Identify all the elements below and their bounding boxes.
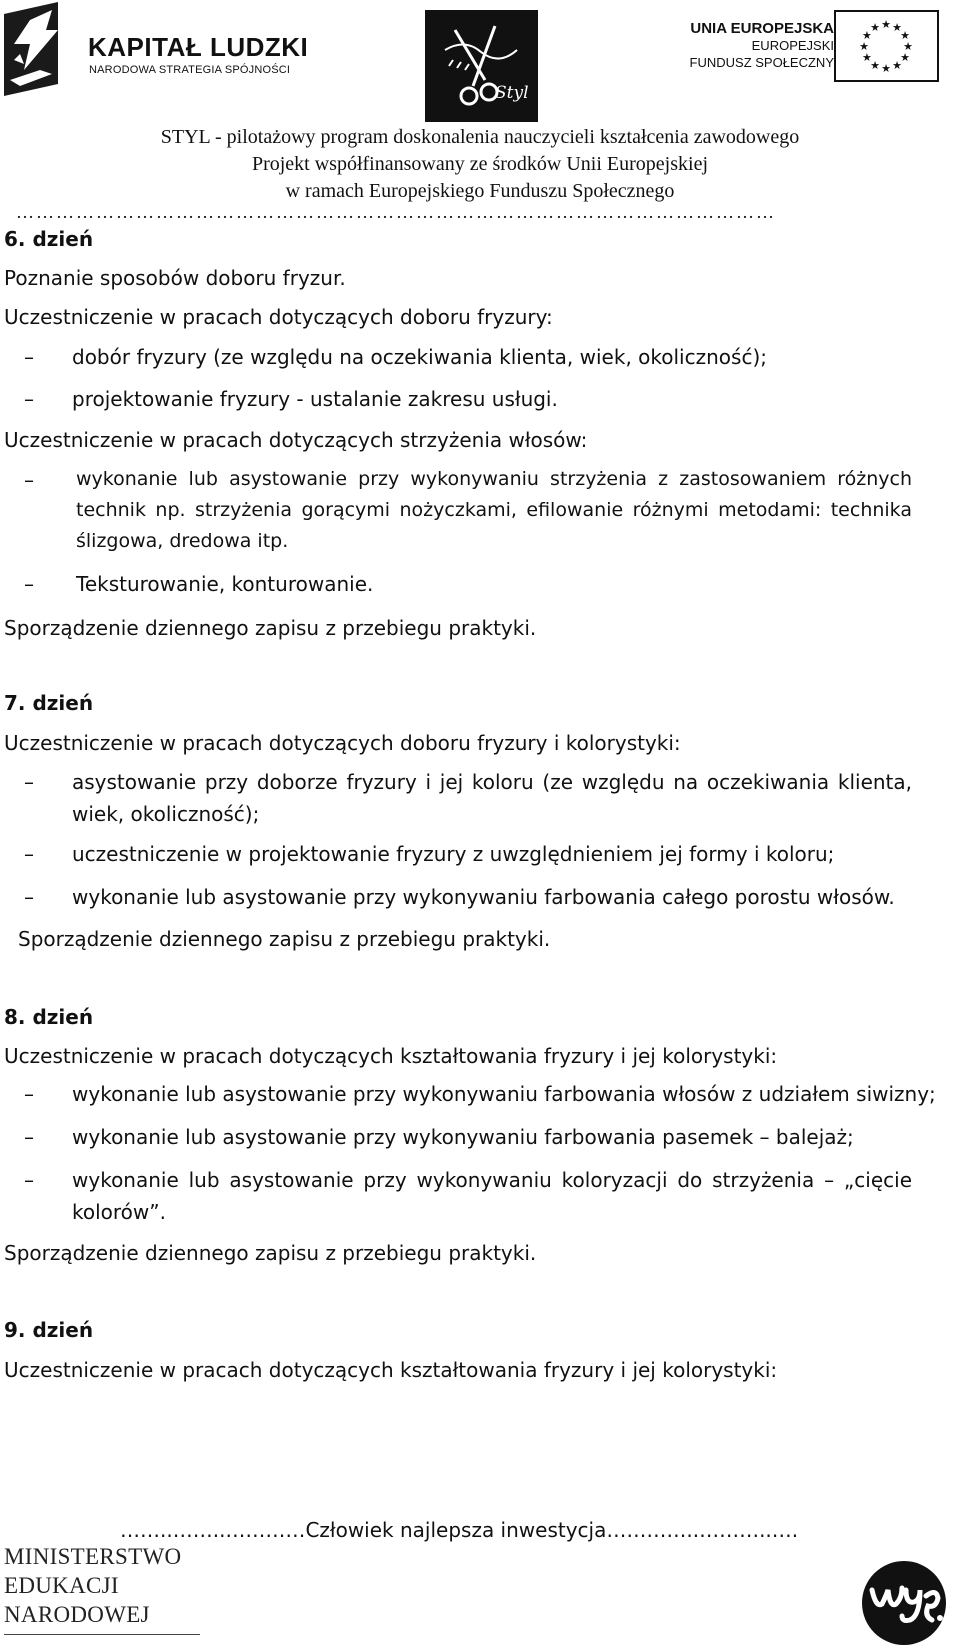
- ue-line-3: FUNDUSZ SPOŁECZNY: [689, 55, 834, 70]
- list-dash: –: [24, 1125, 34, 1149]
- footer-dots-right: …………..………..….: [606, 1518, 799, 1542]
- day-7-paragraph-1: Uczestniczenie w pracach dotyczących doboru fryzury i kolorystyki:: [4, 731, 681, 755]
- wyg-logo: [854, 1560, 954, 1646]
- day-8-paragraph-1: Uczestniczenie w pracach dotyczących kształtowania fryzury i jej kolorystyki:: [4, 1044, 778, 1068]
- list-item-text: wykonanie lub asystowanie przy wykonywaniu farbowania pasemek – balejaż;: [72, 1125, 854, 1149]
- list-item-text: asystowanie przy doborze fryzury i jej koloru (ze względu na oczekiwania klienta, wiek, okoliczność);: [72, 770, 912, 826]
- eu-star-icon: ★: [870, 59, 880, 73]
- list-item-text: Teksturowanie, konturowanie.: [76, 572, 374, 596]
- eu-flag-icon: [834, 10, 939, 82]
- styl-logo-label: Styl: [495, 83, 529, 103]
- list-dash: –: [24, 1082, 34, 1106]
- ministry-line-2: EDUKACJI: [4, 1573, 119, 1598]
- project-header-line-2: Projekt współfinansowany ze środków Unii Europejskiej: [251, 153, 709, 175]
- day-8-paragraph-2: Sporządzenie dziennego zapisu z przebiegu praktyki.: [4, 1241, 537, 1265]
- list-dash: –: [24, 842, 34, 866]
- list-item-text: wykonanie lub asystowanie przy wykonywaniu strzyżenia z zastosowaniem różnych technik np. strzyżenia gorącymi nożyczkami, efilowanie różnymi metodami: technika ślizgowa, dredowa itp.: [76, 468, 912, 552]
- ministry-underline: [4, 1634, 200, 1635]
- footer-slogan: Człowiek najlepsza inwestycja: [305, 1518, 607, 1542]
- eu-star-icon: ★: [881, 18, 891, 31]
- eu-star-icon: ★: [862, 29, 872, 42]
- header-dotted-separator: ……………………………………………………………………………………………………: [16, 202, 776, 222]
- day-6-paragraph-1: Poznanie sposobów doboru fryzur.: [4, 266, 346, 290]
- list-item-text: uczestniczenie w projektowanie fryzury z uwzględnieniem jej formy i koloru;: [72, 842, 835, 866]
- project-header-line-1: STYL - pilotażowy program doskonalenia nauczycieli kształcenia zawodowego: [160, 126, 800, 148]
- scissors-comb-icon: [425, 10, 538, 122]
- project-header: [0, 124, 960, 205]
- ministry-logo: [4, 1542, 181, 1629]
- day-7-paragraph-2: Sporządzenie dziennego zapisu z przebiegu praktyki.: [18, 927, 551, 951]
- footer-slogan-line: [120, 1518, 798, 1542]
- list-dash: –: [24, 885, 34, 909]
- eu-star-icon: ★: [870, 20, 880, 34]
- eu-star-icon: ★: [881, 62, 891, 75]
- day-8-heading: 8. dzień: [4, 1005, 94, 1029]
- ue-text: [690, 20, 834, 71]
- list-dash: –: [24, 572, 34, 596]
- eu-star-icon: ★: [859, 40, 869, 53]
- list-dash: –: [24, 387, 34, 411]
- list-item-text: wykonanie lub asystowanie przy wykonywaniu farbowania włosów z udziałem siwizny;: [72, 1082, 936, 1106]
- list-item-text: wykonanie lub asystowanie przy wykonywaniu koloryzacji do strzyżenia – „cięcie kolorów”.: [72, 1168, 912, 1224]
- list-item-text: projektowanie fryzury - ustalanie zakresu usługi.: [72, 387, 558, 411]
- list-dash: –: [24, 770, 34, 794]
- day-6-paragraph-2: Uczestniczenie w pracach dotyczących doboru fryzury:: [4, 305, 553, 329]
- footer-dots-left: ……..……..…………: [120, 1518, 306, 1542]
- ministry-line-1: MINISTERSTWO: [4, 1544, 182, 1569]
- day-7-heading: 7. dzień: [4, 691, 94, 715]
- list-dash: –: [24, 345, 34, 369]
- day-9-paragraph-1: Uczestniczenie w pracach dotyczących kształtowania fryzury i jej kolorystyki:: [4, 1358, 778, 1382]
- eu-star-icon: ★: [892, 20, 902, 34]
- day-6-paragraph-4: Sporządzenie dziennego zapisu z przebiegu praktyki.: [4, 616, 537, 640]
- day-6-paragraph-3: Uczestniczenie w pracach dotyczących strzyżenia włosów:: [4, 428, 588, 452]
- styl-logo: [425, 10, 538, 122]
- ue-line-2: EUROPEJSKI: [751, 38, 834, 53]
- list-dash: –: [24, 1168, 34, 1192]
- eu-star-icon: ★: [900, 29, 910, 42]
- eu-star-icon: ★: [862, 51, 872, 64]
- eu-star-icon: ★: [900, 51, 910, 64]
- ue-line-1: UNIA EUROPEJSKA: [690, 20, 834, 37]
- day-9-heading: 9. dzień: [4, 1318, 94, 1342]
- eu-star-icon: ★: [892, 59, 902, 73]
- list-dash: –: [24, 468, 34, 492]
- list-item-text: wykonanie lub asystowanie przy wykonywaniu farbowania całego porostu włosów.: [72, 885, 895, 909]
- list-item-text: dobór fryzury (ze względu na oczekiwania klienta, wiek, okoliczność);: [72, 345, 767, 369]
- day-6-heading: 6. dzień: [4, 227, 94, 251]
- kapital-ludzki-title: KAPITAŁ LUDZKI: [88, 32, 309, 62]
- kapital-ludzki-subtitle: NARODOWA STRATEGIA SPÓJNOŚCI: [89, 64, 291, 76]
- eu-star-icon: ★: [903, 40, 913, 53]
- ministry-line-3: NARODOWEJ: [4, 1602, 150, 1627]
- project-header-line-3: w ramach Europejskiego Funduszu Społecznego: [285, 180, 675, 202]
